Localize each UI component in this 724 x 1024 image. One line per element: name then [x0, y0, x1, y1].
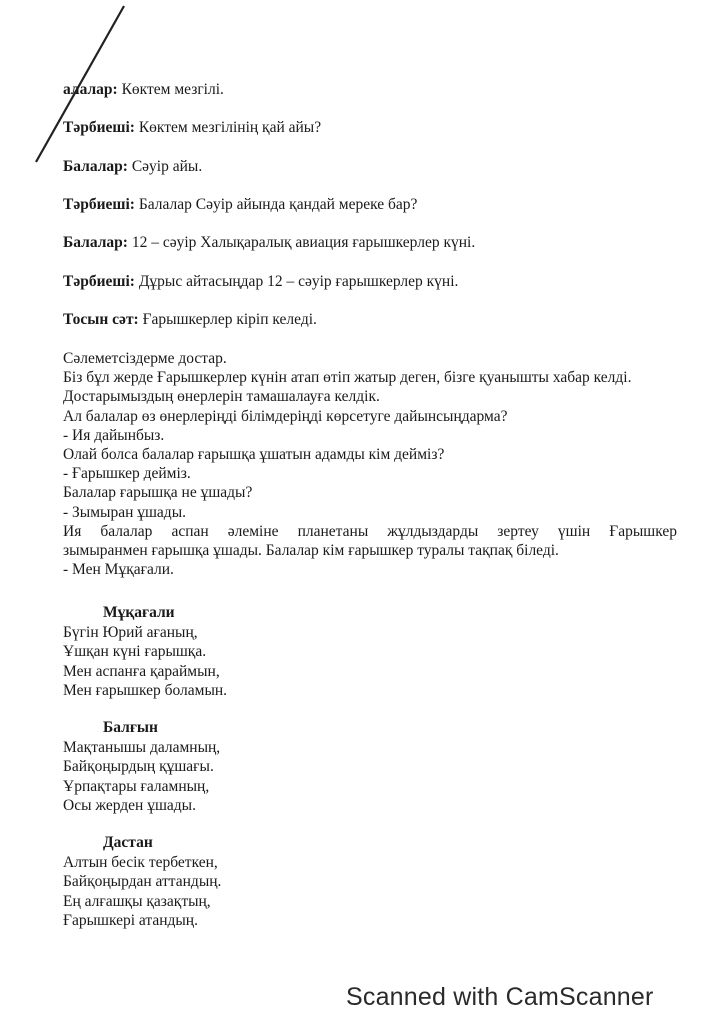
speech-line: зымыранмен ғарышқа ұшады. Балалар кім ғарышкер туралы тақпақ біледі.: [63, 542, 559, 560]
speech-line: - Зымыран ұшады.: [63, 503, 186, 521]
poem-line: Мен ғарышкер боламын.: [63, 681, 228, 699]
dialogue-line: [63, 158, 202, 176]
speech-line: Ия балалар аспан әлеміне планетаны жұлдыздарды зертеу үшін Ғарышкер: [63, 522, 677, 540]
dialogue-text: Балалар Сәуір айында қандай мереке бар?: [134, 196, 418, 213]
poem-line: Байқоңырдың құшағы.: [63, 758, 214, 776]
poem-line: Алтын бесік тербеткен,: [63, 854, 218, 872]
poem-title: Балғын: [103, 719, 158, 736]
camscanner-watermark: Scanned with CamScanner: [346, 983, 654, 1011]
speaker-label: Тәрбиеші:: [63, 196, 135, 213]
poem-block: [63, 833, 221, 930]
poem-line: Байқоңырдан аттандың.: [63, 873, 222, 891]
speaker-label: Тәрбиеші:: [63, 119, 135, 136]
speaker-label: Тәрбиеші:: [63, 273, 135, 290]
dialogue-line: [63, 234, 475, 252]
poem-line: Ұшқан күні ғарышқа.: [63, 643, 207, 661]
speech-line: Олай болса балалар ғарышқа ұшатын адамды кім дейміз?: [63, 446, 445, 464]
speech-line: - Ия дайынбыз.: [63, 426, 165, 444]
dialogue-line: [63, 81, 224, 99]
speech-line: Балалар ғарышқа не ұшады?: [63, 484, 253, 502]
poem-line: Бүгін Юрий ағаның,: [63, 624, 198, 642]
poem-line: Мақтанышы даламның,: [63, 739, 221, 757]
speech-line: Сәлеметсіздерме достар.: [63, 350, 227, 367]
poem-line: Мен аспанға қараймын,: [63, 662, 220, 680]
speech-paragraph: [63, 349, 677, 579]
poem-title: Дастан: [103, 834, 153, 851]
poem-line: Ұрпақтары ғаламның,: [63, 777, 210, 795]
speech-line: Ал балалар өз өнерлеріңді білімдеріңді көрсетуге дайынсыңдарма?: [63, 407, 508, 425]
speaker-label: Балалар:: [63, 234, 128, 251]
poem-block: [63, 603, 227, 700]
dialogue-line: [63, 119, 321, 137]
dialogue-text: Дұрыс айтасыңдар 12 – сәуір ғарышкерлер күні.: [134, 273, 459, 290]
speech-line: - Ғарышкер дейміз.: [63, 465, 191, 483]
poem-line: Ғарышкері атандың.: [63, 911, 198, 929]
dialogue-text: 12 – сәуір Халықаралық авиация ғарышкерлер күні.: [127, 234, 476, 251]
dialogue-text: Көктем мезгілінің қай айы?: [134, 119, 322, 136]
speaker-label: алалар:: [63, 81, 118, 98]
speech-line: - Мен Мұқағали.: [63, 561, 174, 579]
dialogue-line: [63, 196, 417, 214]
dialogue-text: Ғарышкерлер кіріп келеді.: [138, 311, 317, 328]
speaker-label: Тосын сәт:: [63, 311, 139, 328]
poem-line: Осы жерден ұшады.: [63, 796, 196, 814]
dialogue-text: Көктем мезгілі.: [117, 81, 224, 98]
dialogue-line: [63, 311, 317, 329]
poem-line: Ең алғашқы қазақтың,: [63, 892, 211, 910]
poem-block: [63, 718, 220, 815]
speaker-label: Балалар:: [63, 158, 128, 175]
speech-line: Достарымыздың өнерлерін тамашалауға келдік.: [63, 388, 380, 406]
dialogue-line: [63, 273, 458, 291]
speech-line: Біз бұл жерде Ғарышкерлер күнін атап өтіп жатыр деген, бізге қуанышты хабар келді.: [63, 369, 632, 387]
dialogue-text: Сәуір айы.: [127, 158, 203, 175]
poem-title: Мұқағали: [103, 604, 175, 621]
